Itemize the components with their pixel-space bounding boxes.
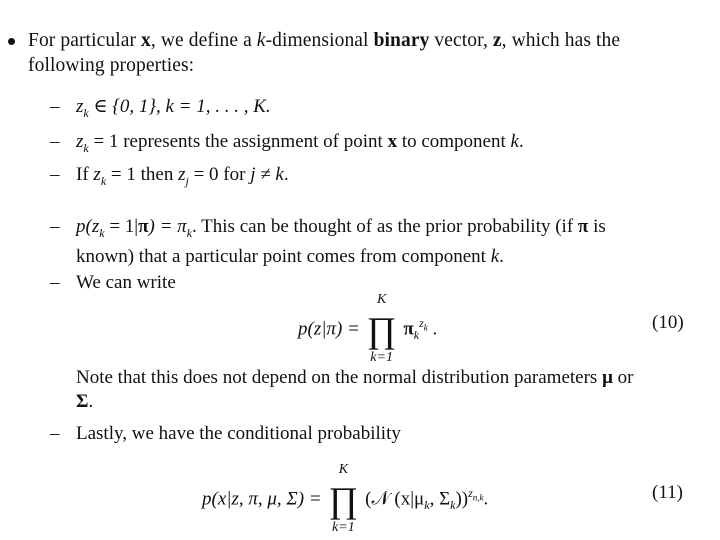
math-sub: k — [99, 225, 105, 240]
equation-10 — [298, 292, 438, 365]
math-sub: k — [100, 173, 107, 188]
math-sub: k — [83, 140, 89, 155]
math: p(z — [76, 216, 100, 237]
sup-z: z — [468, 486, 473, 501]
dash: – — [50, 272, 60, 293]
text: , we define a — [150, 30, 257, 51]
text: Note that this does not depend on the normal distribution parameters — [76, 367, 603, 388]
sup-z: z — [419, 316, 424, 331]
math: z — [76, 96, 84, 117]
math: z — [178, 164, 186, 185]
math-sub: j — [185, 173, 189, 188]
prod-upper: K — [338, 462, 349, 477]
text: to component — [397, 131, 511, 152]
equation-number-10: (10) — [652, 312, 684, 333]
math-sub: k — [83, 105, 89, 120]
prod-symbol: ∏ — [328, 480, 359, 520]
item-prior — [76, 215, 706, 269]
math-sub: k — [413, 328, 420, 343]
text: For particular — [28, 30, 142, 51]
dash: – — [50, 131, 60, 152]
text: If — [76, 164, 94, 185]
math-z: z — [492, 30, 502, 51]
math-sub: k — [424, 498, 430, 513]
prod-upper: K — [376, 292, 387, 307]
product-operator — [326, 462, 360, 535]
main-bullet-text — [28, 28, 708, 78]
equation-number-11: (11) — [652, 482, 683, 503]
item-conditional: Lastly, we have the conditional probability — [76, 423, 401, 444]
prod-lower: k=1 — [370, 350, 393, 365]
text: following properties: — [28, 55, 195, 76]
dash: – — [50, 96, 60, 117]
text: or — [612, 367, 634, 388]
math-x: x — [141, 30, 151, 51]
math-mu: μ — [602, 367, 613, 388]
math-lhs: p(z|π) = — [298, 318, 365, 340]
math: , Σ — [429, 488, 451, 510]
text: , which has the — [501, 30, 621, 51]
text: known) that a particular point comes from component — [76, 245, 491, 267]
bold-binary: binary — [373, 30, 430, 51]
math: ) = π — [148, 216, 187, 237]
math-sup — [419, 316, 428, 333]
math: j ≠ k — [250, 164, 284, 185]
math-end: . — [427, 318, 438, 340]
prod-lower: k=1 — [332, 520, 355, 535]
text: = 1 then — [106, 164, 179, 185]
math-x: x — [387, 131, 398, 152]
text: vector, — [429, 30, 493, 51]
sup-sub: k — [423, 322, 428, 333]
math: = 1| — [104, 216, 139, 237]
math-sub: k — [186, 225, 193, 240]
math-pi: π — [403, 318, 414, 340]
math-pi: π — [577, 216, 589, 237]
bullet-dot — [8, 38, 15, 45]
text: . — [499, 245, 504, 267]
dash: – — [50, 423, 60, 444]
math-k: k — [256, 30, 266, 51]
text: . — [88, 391, 94, 412]
math: ∈ {0, 1}, k = 1, . . . , K. — [88, 96, 271, 117]
item-we-can-write: We can write — [76, 272, 176, 293]
math-lhs: p(x|z, π, μ, Σ) = — [202, 488, 327, 510]
text: . — [283, 164, 289, 185]
math-normal: (𝒩 (x|μ — [365, 488, 425, 510]
math-k: k — [490, 245, 500, 267]
note-parameters — [76, 366, 706, 414]
math-k: k — [510, 131, 519, 152]
math: )) — [455, 488, 469, 510]
math: z — [76, 131, 84, 152]
item-zk-range — [76, 95, 706, 125]
prod-symbol: ∏ — [366, 310, 397, 350]
math-sub: k — [450, 498, 456, 513]
product-operator — [365, 292, 399, 365]
text: -dimensional — [265, 30, 374, 51]
text: . — [518, 131, 524, 152]
math-sup — [468, 486, 484, 503]
text: = 1 represents the assignment of point — [88, 131, 388, 152]
sup-sub: n,k — [472, 492, 484, 503]
item-exclusive — [76, 163, 706, 193]
item-assignment — [76, 130, 706, 160]
text: = 0 for — [188, 164, 251, 185]
math: z — [93, 164, 101, 185]
dash: – — [50, 164, 60, 185]
equation-11 — [202, 462, 489, 535]
dash: – — [50, 216, 60, 237]
math-pi: π — [138, 216, 149, 237]
text: . This can be thought of as the prior probability (if — [192, 216, 578, 237]
math-end: . — [483, 488, 489, 510]
text: is — [588, 216, 606, 237]
math-sigma: Σ — [76, 391, 89, 412]
